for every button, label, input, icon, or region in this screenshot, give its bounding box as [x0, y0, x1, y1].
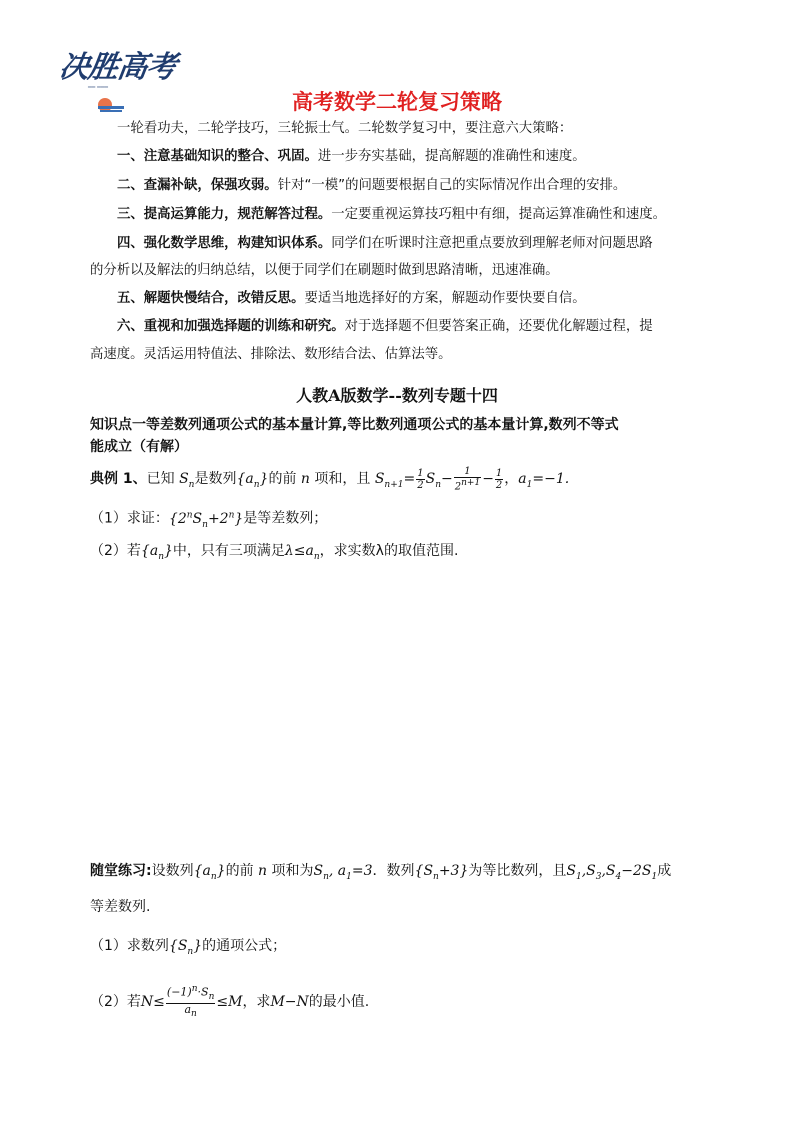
practice-text-c: 项和为 [271, 863, 314, 879]
math-Sn: $S_n$ [179, 471, 195, 490]
example1-text-c: 的前 [268, 471, 297, 488]
knowledge-point-line1: 知识点一等差数列通项公式的基本量计算,等比数列通项公式的基本量计算,数列不等式 [90, 417, 619, 433]
logo-subtext-decoration: ━━ ━━━ [88, 84, 108, 91]
strategy-6-head: 六、重视和加强选择题的训练和研究。 [117, 319, 345, 334]
strategy-2-head: 二、查漏补缺，保强攻弱。 [117, 178, 278, 193]
math-recurrence: $S_{n+1}=$ $\frac{1}{2}$ $S_n-$ $\frac{1}{2^{n+1}}$ − $\frac{1}{2}$ [374, 466, 503, 493]
strategy-6-body: 对于选择题不但要答案正确，还要优化解题过程，提 [344, 319, 653, 334]
strategy-1-body: 进一步夯实基础，提高解题的准确性和速度。 [317, 149, 586, 164]
math-lambda-ineq: $\lambda\le a_n$ [284, 543, 320, 562]
practice-statement [90, 862, 710, 886]
example1-text-b: 是数列 [194, 471, 237, 488]
practice-label: 随堂练习: [90, 863, 152, 879]
logo-text: 决胜高考 [57, 50, 178, 85]
math-an-set-2: $\{a_n\}$ [140, 543, 173, 562]
math-an-set-3: $\{a_n\}$ [193, 863, 226, 882]
practice-q1-a: （1）求数列 [90, 938, 169, 954]
example1-q2-b: 中，只有三项满足 [172, 543, 285, 559]
math-a1: $a_1=-1$. [518, 471, 570, 490]
math-M-minus-N: M−N [270, 994, 309, 1011]
practice-text-a: 设数列 [151, 863, 194, 879]
strategy-3 [117, 206, 737, 224]
example1-q2-c: ，求实数λ的取值范围. [319, 543, 459, 559]
practice-q2-c: 的最小值. [308, 994, 370, 1011]
strategy-2 [117, 177, 737, 195]
practice-q2-b: ，求 [242, 994, 271, 1011]
knowledge-point-line2: 能成立（有解） [90, 439, 188, 455]
intro-text: 一轮看功夫，二轮学技巧，三轮振士气。二轮数学复习中，要注意六大策略： [117, 121, 573, 136]
page-title: 高考数学二轮复习策略 [292, 90, 502, 114]
practice-q1-b: 的通项公式； [202, 938, 287, 954]
strategy-6 [117, 318, 737, 336]
example1-text-d: 项和，且 [314, 471, 371, 488]
example1-q1-end: 是等差数列； [243, 510, 328, 527]
strategy-4-head: 四、强化数学思维，构建知识体系。 [117, 236, 332, 251]
strategy-2-body: 针对“一模”的问题要根据自己的实际情况作出合理的安排。 [277, 178, 627, 193]
strategy-5-head: 五、解题快慢结合，改错反思。 [117, 291, 305, 306]
example1-q1-text: （1）求证： [90, 510, 169, 527]
math-N-ineq: N≤ $\frac{(-1)^n\cdot S_n}{a_n}$ ≤M [140, 984, 243, 1020]
strategy-3-head: 三、提高运算能力，规范解答过程。 [117, 207, 332, 222]
strategy-5 [117, 290, 737, 308]
example1-label: 典例 1、 [90, 471, 147, 488]
math-Sn-set: $\{S_n\}$ [168, 938, 203, 957]
section-title: 人教A版数学--数列专题十四 [296, 386, 498, 405]
strategy-4-body: 同学们在听课时注意把重点要放到理解老师对问题思路 [331, 236, 653, 251]
math-Sn-plus3: $\{S_n+3\}$ [414, 863, 469, 882]
strategy-3-body: 一定要重视运算技巧粗中有细，提高运算准确性和速度。 [331, 207, 667, 222]
strategy-5-body: 要适当地选择好的方案，解题动作要快要自信。 [304, 291, 586, 306]
example1-text-a: 已知 [146, 471, 175, 488]
practice-q2-a: （2）若 [90, 994, 141, 1011]
practice-text-e: 为等比数列，且 [468, 863, 567, 879]
example1-q2 [90, 542, 710, 566]
example1-statement [90, 466, 710, 496]
math-Sn-a1: $S_n$, $a_1=3$ [313, 863, 373, 882]
strategy-4 [117, 235, 737, 253]
math-an-set: $\{a_n\}$ [236, 471, 269, 490]
math-S1S3S4: $S_1,S_3,S_4-2S_1$ [566, 863, 658, 882]
strategy-1 [117, 148, 737, 166]
example1-text-e: ， [504, 471, 519, 488]
math-seq-2nSn: $\{2^nS_n+2^n\}$ [168, 510, 244, 530]
example1-q1 [90, 506, 710, 533]
math-n: n [296, 471, 315, 488]
math-n-2: n [253, 863, 272, 879]
strategy-6-cont: 高速度。灵活运用特值法、排除法、数形结合法、估算法等。 [90, 347, 452, 362]
practice-text-f: 成 [657, 863, 672, 879]
practice-text-b: 的前 [225, 863, 254, 879]
practice-text-d: ．数列 [372, 863, 415, 879]
practice-q1 [90, 937, 710, 961]
strategy-1-head: 一、注意基础知识的整合、巩固。 [117, 149, 318, 164]
strategy-4-cont: 的分析以及解法的归纳总结，以便于同学们在刷题时做到思路清晰，迅速准确。 [90, 263, 559, 278]
example1-q2-a: （2）若 [90, 543, 141, 559]
practice-q2 [90, 984, 710, 1020]
practice-line2: 等差数列. [90, 899, 151, 915]
